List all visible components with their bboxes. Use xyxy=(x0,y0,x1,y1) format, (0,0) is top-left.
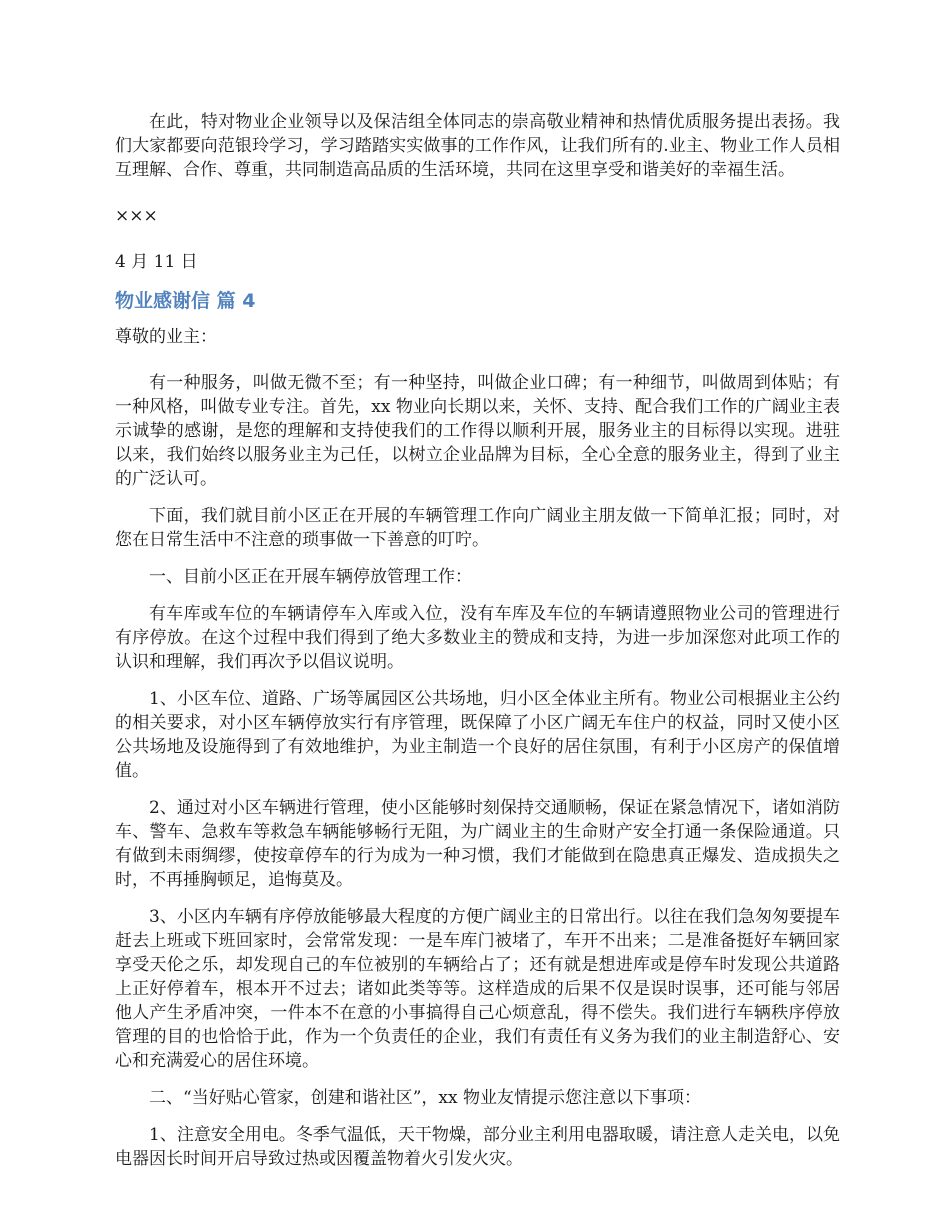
paragraph: 有一种服务，叫做无微不至；有一种坚持，叫做企业口碑；有一种细节，叫做周到体贴；有一种风格，叫做专业专注。首先，xx 物业向长期以来，关怀、支持、配合我们工作的广阔业主表示诚挚的感谢，是您的理解和支持使我们的工作得以顺利开展，服务业主的目标得以实现。进驻以来，我们始终以服务业主为己任，以树立企业品牌为目标，全心全意的服务业主，得到了业主的广泛认可。 xyxy=(115,373,840,489)
paragraph: 1、小区车位、道路、广场等属园区公共场地，归小区全体业主所有。物业公司根据业主公约的相关要求，对小区车辆停放实行有序管理，既保障了小区广阔无车住户的权益，同时又使小区公共场地及设施得到了有效地维护，为业主制造一个良好的居住氛围，有利于小区房产的保值增值。 xyxy=(115,689,840,781)
paragraph: 下面，我们就目前小区正在开展的车辆管理工作向广阔业主朋友做一下简单汇报；同时，对您在日常生活中不注意的琐事做一下善意的叮咛。 xyxy=(115,506,840,550)
closing-paragraph: 在此，特对物业企业领导以及保洁组全体同志的崇高敬业精神和热情优质服务提出表扬。我们大家都要向范银玲学习，学习踏踏实实做事的工作作风，让我们所有的.业主、物业工作人员相互理解、合作、尊重，共同制造高品质的生活环境，共同在这里享受和谐美好的幸福生活。 xyxy=(115,112,840,180)
date: 4 月 11 日 xyxy=(115,252,198,272)
salutation: 尊敬的业主： xyxy=(115,327,217,347)
paragraph: 2、通过对小区车辆进行管理，使小区能够时刻保持交通顺畅，保证在紧急情况下，诸如消防车、警车、急救车等救急车辆能够畅行无阻，为广阔业主的生命财产安全打通一条保险通道。只有做到未雨绸缪，使按章停车的行为成为一种习惯，我们才能做到在隐患真正爆发、造成损失之时，不再捶胸顿足，追悔莫及。 xyxy=(115,798,840,890)
document-page xyxy=(115,110,840,1171)
paragraph: 3、小区内车辆有序停放能够最大程度的方便广阔业主的日常出行。以往在我们急匆匆要提车赶去上班或下班回家时，会常常发现：一是车库门被堵了，车开不出来；二是准备挺好车辆回家享受天伦之乐，却发现自己的车位被别的车辆给占了；还有就是想进库或是停车时发现公共道路上正好停着车，根本开不过去；诸如此类等等。这样造成的后果不仅是误时误事，还可能与邻居他人产生矛盾冲突，一件本不在意的小事搞得自己心烦意乱，得不偿失。我们进行车辆秩序停放管理的目的也恰恰于此，作为一个负责任的企业，我们有责任有义务为我们的业主制造舒心、安心和充满爱心的居住环境。 xyxy=(115,907,840,1071)
paragraph: 一、目前小区正在开展车辆停放管理工作： xyxy=(149,567,472,587)
signature: ××× xyxy=(115,206,158,226)
paragraph: 二、“当好贴心管家，创建和谐社区”，xx 物业友情提示您注意以下事项： xyxy=(149,1088,701,1108)
paragraph: 有车库或车位的车辆请停车入库或入位，没有车库及车位的车辆请遵照物业公司的管理进行有序停放。在这个过程中我们得到了绝大多数业主的赞成和支持，为进一步加深您对此项工作的认识和理解，我们再次予以倡议说明。 xyxy=(115,604,840,672)
section-heading: 物业感谢信 篇 4 xyxy=(115,290,256,312)
paragraph: 1、注意安全用电。冬季气温低，天干物燥，部分业主利用电器取暖，请注意人走关电，以免电器因长时间开启导致过热或因覆盖物着火引发火灾。 xyxy=(115,1125,840,1169)
